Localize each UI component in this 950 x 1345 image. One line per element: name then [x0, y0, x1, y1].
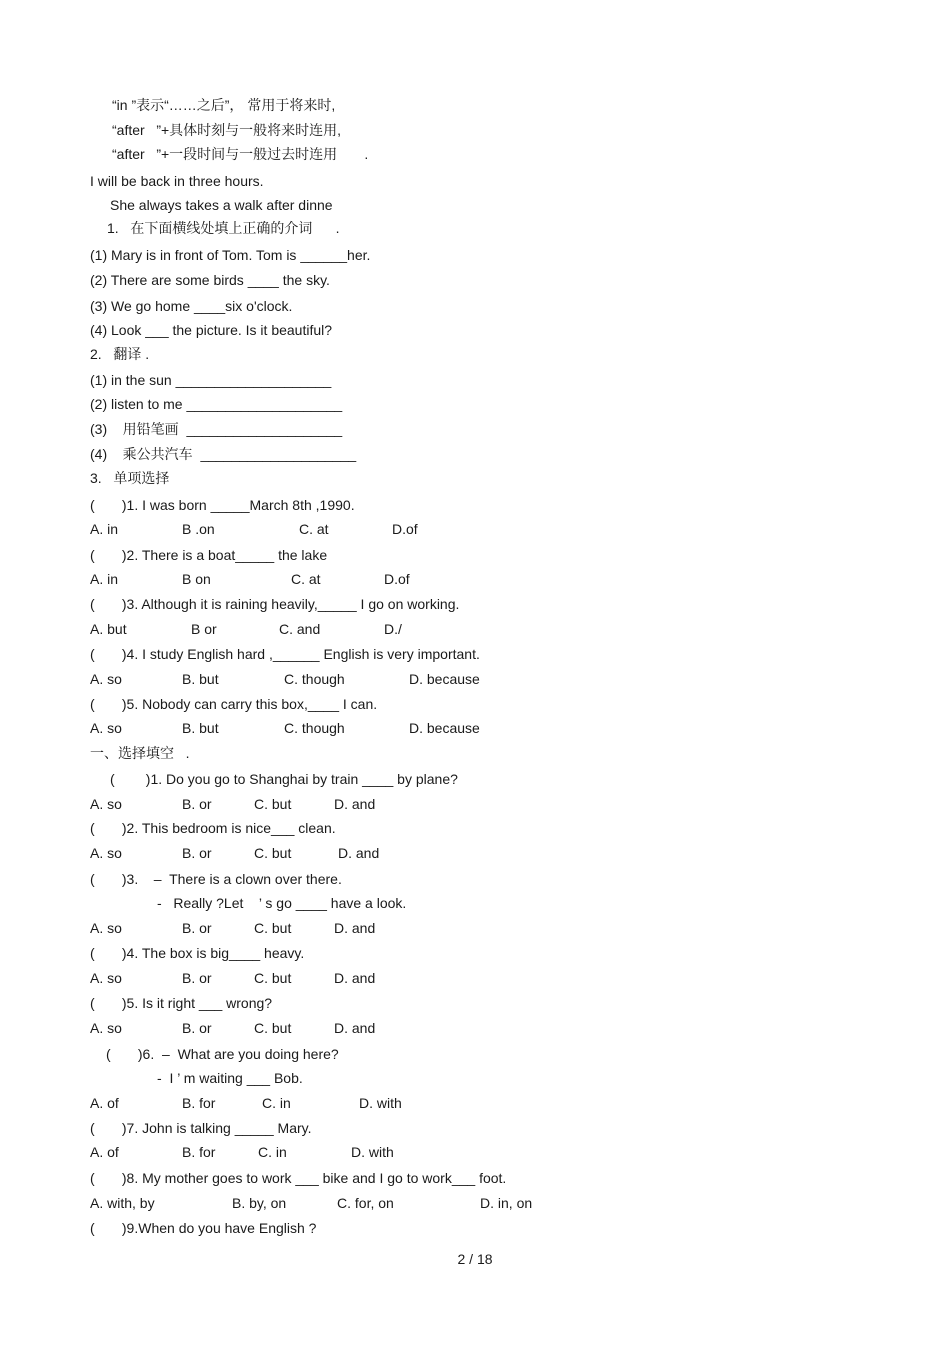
translate-item: (2) listen to me ____________________ — [90, 396, 343, 412]
note-line: “after ”+一段时间与一般过去时连用 . — [112, 146, 369, 162]
question: ( )7. John is talking _____ Mary. — [90, 1120, 312, 1136]
option-b: B. or — [182, 796, 212, 812]
option-b: B .on — [182, 521, 215, 537]
question: ( )5. Is it right ___ wrong? — [90, 995, 273, 1011]
section-title: 一、选择填空 . — [90, 745, 190, 761]
option-d: D. and — [334, 920, 376, 936]
option-a: A. of — [90, 1144, 119, 1160]
option-b: B on — [182, 571, 211, 587]
question: ( )2. There is a boat_____ the lake — [90, 547, 328, 563]
option-b: B. but — [182, 720, 219, 736]
option-a: A. in — [90, 571, 119, 587]
option-c: C. for, on — [337, 1195, 394, 1211]
option-d: D. because — [409, 720, 480, 736]
example-sentence: I will be back in three hours. — [90, 173, 264, 189]
fill-item: (4) Look ___ the picture. Is it beautiful? — [90, 322, 333, 338]
option-b: B. for — [182, 1095, 216, 1111]
fill-item: (2) There are some birds ____ the sky. — [90, 272, 330, 288]
option-a: A. so — [90, 671, 122, 687]
section-title: 1. 在下面横线处填上正确的介词 . — [107, 220, 340, 236]
example-sentence: She always takes a walk after dinne — [110, 197, 333, 213]
question: ( )4. The box is big____ heavy. — [90, 945, 305, 961]
question-continued: - I ’ m waiting ___ Bob. — [157, 1070, 303, 1086]
option-d: D.of — [392, 521, 418, 537]
option-b: B. for — [182, 1144, 216, 1160]
option-c: C. at — [299, 521, 329, 537]
section-title: 2. 翻译 . — [90, 346, 150, 362]
option-b: B or — [191, 621, 217, 637]
option-d: D. because — [409, 671, 480, 687]
option-d: D. in, on — [480, 1195, 533, 1211]
option-c: C. and — [279, 621, 321, 637]
translate-item: (1) in the sun ____________________ — [90, 372, 332, 388]
option-d: D. and — [334, 970, 376, 986]
option-a: A. so — [90, 920, 122, 936]
option-a: A. of — [90, 1095, 119, 1111]
question: ( )1. Do you go to Shanghai by train ____ by plane? — [110, 771, 458, 787]
question-continued: - Really ?Let ’ s go ____ have a look. — [157, 895, 407, 911]
option-b: B. or — [182, 920, 212, 936]
translate-item: (3) 用铅笔画 ____________________ — [90, 421, 343, 437]
option-b: B. but — [182, 671, 219, 687]
option-c: C. but — [254, 920, 292, 936]
page-number: 2 / 18 — [457, 1251, 493, 1267]
question: ( )3. – There is a clown over there. — [90, 871, 342, 887]
option-a: A. so — [90, 796, 122, 812]
option-b: B. or — [182, 845, 212, 861]
option-a: A. so — [90, 970, 122, 986]
translate-item: (4) 乘公共汽车 ____________________ — [90, 446, 357, 462]
option-a: A. but — [90, 621, 127, 637]
note-line: “after ”+具体时刻与一般将来时连用, — [112, 122, 342, 138]
option-d: D.of — [384, 571, 410, 587]
option-a: A. so — [90, 845, 122, 861]
option-a: A. so — [90, 1020, 122, 1036]
option-b: B. by, on — [232, 1195, 287, 1211]
option-c: C. in — [262, 1095, 291, 1111]
fill-item: (3) We go home ____six o'clock. — [90, 298, 293, 314]
option-c: C. but — [254, 845, 292, 861]
option-b: B. or — [182, 970, 212, 986]
question: ( )1. I was born _____March 8th ,1990. — [90, 497, 355, 513]
option-a: A. in — [90, 521, 119, 537]
question: ( )9.When do you have English ? — [90, 1220, 317, 1236]
option-a: A. with, by — [90, 1195, 155, 1211]
option-c: C. though — [284, 671, 345, 687]
question: ( )5. Nobody can carry this box,____ I can. — [90, 696, 378, 712]
option-a: A. so — [90, 720, 122, 736]
option-d: D. with — [359, 1095, 402, 1111]
option-c: C. though — [284, 720, 345, 736]
question: ( )4. I study English hard ,______ English is very important. — [90, 646, 480, 662]
option-d: D. and — [334, 796, 376, 812]
option-d: D. with — [351, 1144, 394, 1160]
note-line: “in ”表示“……之后”， 常用于将来时, — [112, 97, 336, 113]
option-c: C. but — [254, 796, 292, 812]
option-b: B. or — [182, 1020, 212, 1036]
option-c: C. at — [291, 571, 321, 587]
option-d: D. and — [334, 1020, 376, 1036]
question: ( )2. This bedroom is nice___ clean. — [90, 820, 336, 836]
section-title: 3. 单项选择 — [90, 470, 170, 486]
fill-item: (1) Mary is in front of Tom. Tom is ______her. — [90, 247, 371, 263]
question: ( )3. Although it is raining heavily,_____ I go on working. — [90, 596, 460, 612]
option-d: D./ — [384, 621, 402, 637]
question: ( )8. My mother goes to work ___ bike and I go to work___ foot. — [90, 1170, 507, 1186]
question: ( )6. – What are you doing here? — [106, 1046, 339, 1062]
option-c: C. but — [254, 970, 292, 986]
option-c: C. but — [254, 1020, 292, 1036]
option-d: D. and — [338, 845, 380, 861]
option-c: C. in — [258, 1144, 287, 1160]
